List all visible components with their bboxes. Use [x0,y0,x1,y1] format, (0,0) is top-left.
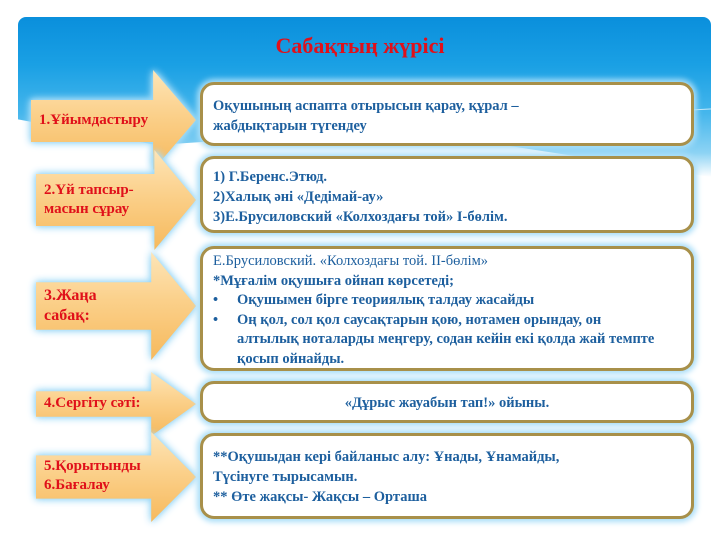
step-arrow-5 [36,432,196,522]
step-3-bullet-1-text: Оқушымен бірге теориялық талдау жасайды [237,292,535,308]
step-2-text-line-1: 1) Г.Беренс.Этюд. [213,169,328,185]
step-content-box-4 [200,381,694,423]
bullet-icon: • [213,311,219,328]
step-label-5-line-1: 5.Қорытынды [44,458,141,474]
step-3-text-line-1: Е.Брусиловский. «Колхоздағы той. ІІ-бөлім» [213,253,489,269]
step-2-text-line-3: 3)Е.Брусиловский «Колхоздағы той» І-бөлім. [213,209,508,225]
step-content-box-1 [200,82,694,146]
step-label-1: 1.Ұйымдастыру [39,112,149,128]
step-label-3-line-2: сабақ: [44,307,90,324]
slide-title: Сабақтың жүрісі [275,33,445,58]
step-label-3-line-1: 3.Жаңа [44,287,97,304]
step-3-text-line-2: *Мұғалім оқушыға ойнап көрсетеді; [213,272,454,289]
step-content-box-3 [200,246,694,371]
step-1-text-line-1: Оқушының аспапта отырысын қарау, құрал – [213,98,519,114]
step-5-text-line-2: Түсінуге тырысамын. [213,469,358,485]
bullet-icon: • [213,292,219,308]
step-arrow-2 [36,150,196,250]
step-5-text-line-3: ** Өте жақсы- Жақсы – Орташа [213,489,427,505]
step-label-2-line-1: 2.Үй тапсыр- [44,182,134,198]
step-4-text: «Дұрыс жауабын тап!» ойыны. [344,395,550,411]
step-2-text-line-2: 2)Халық әні «Дедімай-ау» [213,189,384,205]
step-arrow-3 [36,252,196,360]
step-3-bullet-1 [213,291,681,311]
step-5-text-line-1: **Оқушыдан кері байланыс алу: Ұнады, Ұнамайды, [213,449,560,465]
step-1-text-line-2: жабдықтарын түгендеу [213,118,367,134]
step-label-2-line-2: масын сұрау [44,201,130,217]
step-content-box-5 [200,433,694,519]
step-label-5-line-2: 6.Бағалау [44,477,110,493]
step-3-bullet-2-text: Оң қол, сол қол саусақтарын қою, нотамен орындау, он алтылық ноталарды меңгеру, содан кейін екі қолда жай темпте қосып ойнайды. [237,311,655,367]
step-label-4: 4.Сергіту сәті: [44,395,141,411]
step-arrow-4 [36,372,196,436]
step-3-bullet-2 [213,311,681,370]
step-content-box-2 [200,156,694,233]
